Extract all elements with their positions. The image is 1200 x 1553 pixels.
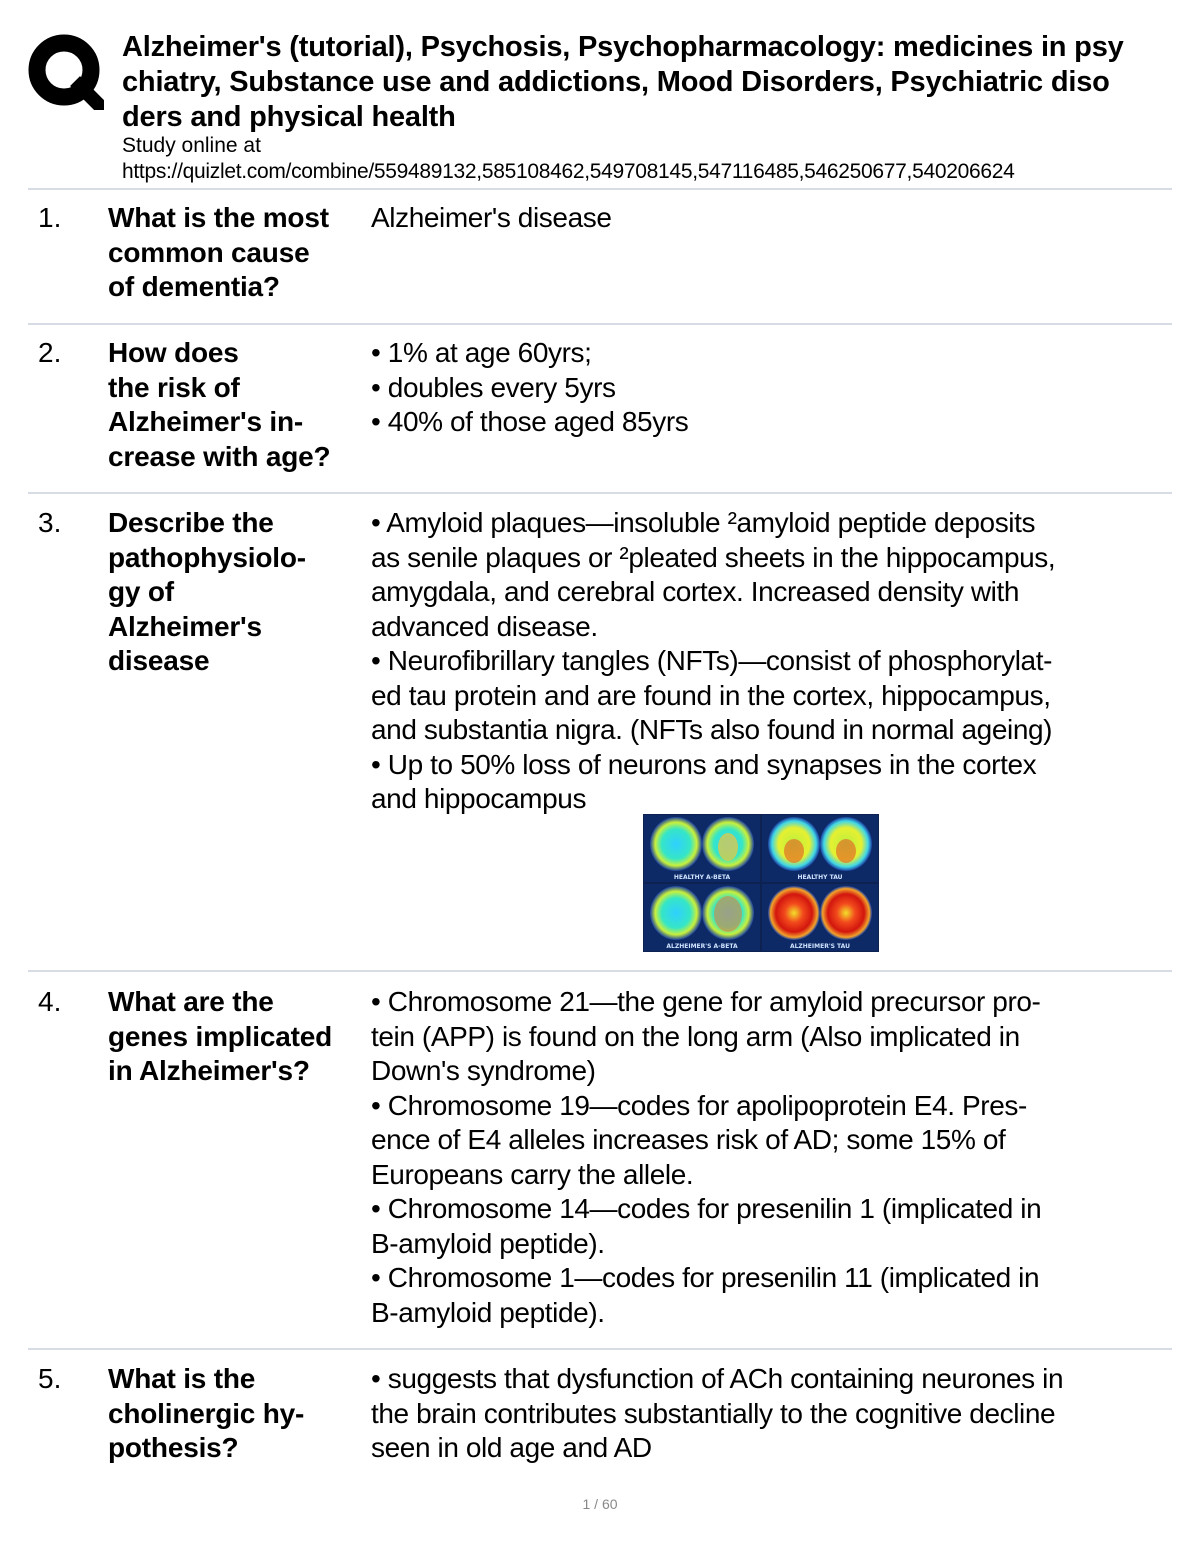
card-question: How does the risk of Alzheimer's in- crease with age?	[108, 337, 331, 472]
study-url-link[interactable]: https://quizlet.com/combine/559489132,585108462,549708145,547116485,546250677,540206624	[122, 160, 1015, 183]
scan-panel	[644, 815, 760, 882]
document-title: Alzheimer's (tutorial), Psychosis, Psychopharmacology: medicines in psy chiatry, Substance use and addictions, Mood Disorders, Psychiatric diso ders and physical health	[122, 31, 1124, 133]
divider	[28, 188, 1172, 190]
scan-label: ALZHEIMER'S TAU	[789, 943, 851, 950]
divider	[28, 492, 1172, 494]
card-number: 4.	[38, 986, 62, 1017]
card-number: 5.	[38, 1363, 62, 1394]
scan-label: HEALTHY A-BETA	[673, 874, 731, 881]
quizlet-logo-icon	[28, 34, 104, 110]
card-answer: • Amyloid plaques—insoluble ²amyloid peptide deposits as senile plaques or ²pleated sheets in the hippocampus, amygdala, and cerebral cortex. Increased density with advanced disease. • Neurofibrillary tangles (NFTs)—consist of phosphorylat- ed tau protein and are found in the cortex, hippocampus, and substantia nigra. (NFTs also found in normal ageing) • Up to 50% loss of neurons and synapses in the cortex and hippocampus	[371, 507, 1056, 814]
divider	[28, 970, 1172, 972]
scan-label: ALZHEIMER'S A-BETA	[666, 943, 738, 950]
card-answer: • 1% at age 60yrs; • doubles every 5yrs • 40% of those aged 85yrs	[371, 337, 689, 437]
card-number: 3.	[38, 507, 62, 538]
scan-panel	[762, 815, 878, 882]
scan-panel	[762, 884, 878, 951]
card-question: Describe the pathophysiolo- gy of Alzheimer's disease	[108, 507, 306, 676]
divider	[28, 323, 1172, 325]
card-number: 1.	[38, 202, 62, 233]
card-question: What is the most common cause of dementia?	[108, 202, 329, 302]
card-answer: Alzheimer's disease	[371, 202, 612, 233]
card-answer: • suggests that dysfunction of ACh containing neurones in the brain contributes substantially to the cognitive decline seen in old age and AD	[371, 1363, 1064, 1463]
card-number: 2.	[38, 337, 62, 368]
card-answer: • Chromosome 21—the gene for amyloid precursor pro- tein (APP) is found on the long arm (Also implicated in Down's syndrome) • Chromosome 19—codes for apolipoprotein E4. Pres- ence of E4 alleles increases risk of AD; some 15% of Europeans carry the allele. • Chromosome 14—codes for presenilin 1 (implicated in B-amyloid peptide). • Chromosome 1—codes for presenilin 11 (implicated in B-amyloid peptide).	[371, 986, 1042, 1328]
scan-panel	[644, 884, 760, 951]
study-online-label: Study online at	[122, 134, 261, 157]
page-number: 1 / 60	[582, 1496, 618, 1512]
divider	[28, 1348, 1172, 1350]
card-question: What are the genes implicated in Alzheimer's?	[108, 986, 332, 1086]
brain-scan-image	[643, 814, 879, 952]
scan-label: HEALTHY TAU	[797, 874, 843, 881]
card-question: What is the cholinergic hy- pothesis?	[108, 1363, 305, 1463]
